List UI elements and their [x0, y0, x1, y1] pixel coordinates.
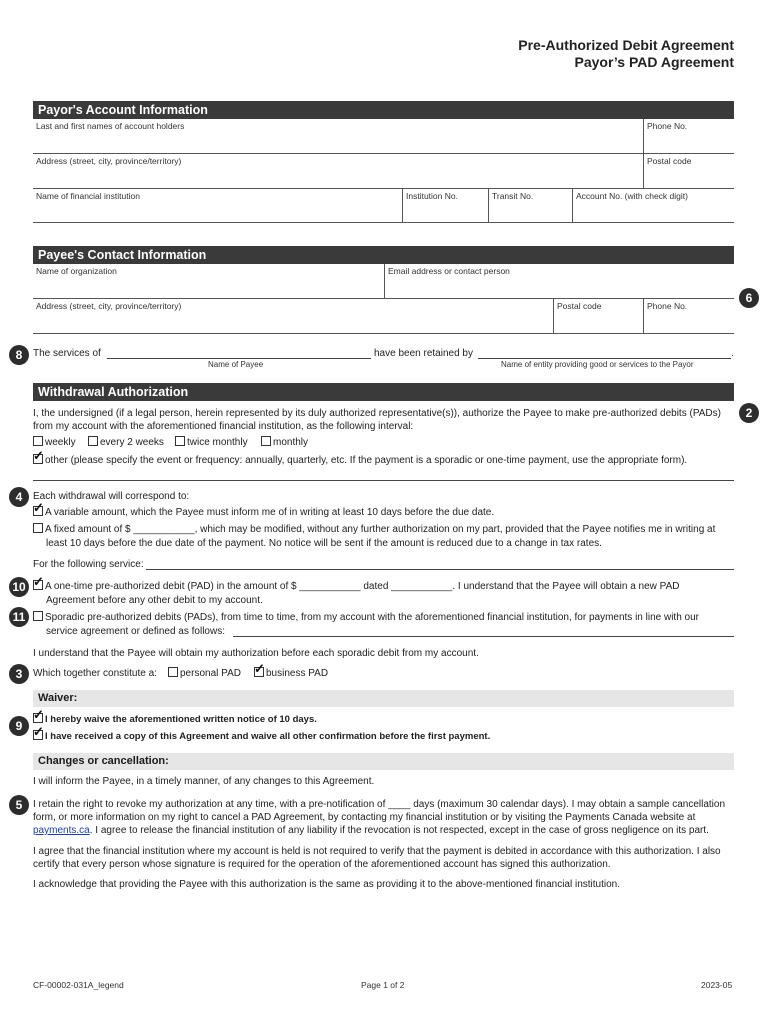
step-badge-4: 4	[9, 487, 29, 507]
payments-canada-link[interactable]: payments.ca	[33, 825, 90, 836]
services-prefix: The services of	[33, 348, 101, 359]
payor-section-header: Payor's Account Information	[33, 101, 734, 119]
payee-email-label: Email address or contact person	[388, 266, 510, 276]
account-holders-field[interactable]	[33, 119, 643, 154]
checkbox-checked[interactable]	[254, 667, 264, 677]
one-time-pad-continued: Agreement before any other debit to my account.	[46, 595, 263, 606]
waiver-header: Waiver:	[33, 690, 734, 707]
revoke-line-1: I retain the right to revoke my authorization at any time, with a pre-notification of ____ days (maximum 30 calendar days). I may obtain a sample cancellation	[33, 799, 726, 810]
interval-other[interactable]	[33, 454, 733, 467]
interval-other-label: other (please specify the event or frequency: annually, quarterly, etc. If the payment is a sporadic or one-time payment, use the appropriate form).	[45, 455, 688, 466]
transit-no-label: Transit No.	[492, 191, 534, 201]
revoke-line-2: form, or more information on my right to cancel a PAD Agreement, by contacting my financial institution or by visiting the Payments Canada website at	[33, 812, 696, 823]
entity-name-caption: Name of entity providing good or services to the Payor	[501, 360, 694, 369]
agree-line-2: certify that every person whose signature is required for the operation of the aforementioned account has signed this authorization.	[33, 859, 611, 870]
following-service-label: For the following service:	[33, 559, 144, 570]
payor-postal-field[interactable]	[643, 154, 734, 189]
revoke-line-3	[33, 824, 738, 837]
document-title	[518, 37, 734, 71]
entity-name-input-line[interactable]	[478, 358, 731, 359]
form-code: CF-00002-031A_legend	[33, 980, 124, 990]
payee-name-caption: Name of Payee	[208, 360, 264, 369]
transit-no-field[interactable]	[488, 189, 572, 223]
payor-postal-label: Postal code	[647, 156, 692, 166]
fixed-amount-label: A fixed amount of $ ___________, which may be modified, without any further authorization on my part, provided that the Payee notifies me in writing at	[45, 524, 716, 535]
step-badge-5: 5	[9, 795, 29, 815]
understand-text: I understand that the Payee will obtain my authorization before each sporadic debit from my account.	[33, 648, 479, 659]
payor-address-label: Address (street, city, province/territory)	[36, 156, 182, 166]
title-line-1: Pre-Authorized Debit Agreement	[518, 37, 734, 53]
page-number: Page 1 of 2	[361, 980, 405, 990]
checkbox[interactable]	[33, 611, 43, 621]
step-badge-10: 10	[9, 577, 29, 597]
withdrawal-section-header: Withdrawal Authorization	[33, 383, 734, 401]
step-badge-8: 8	[9, 345, 29, 365]
option-one-time-pad[interactable]	[33, 580, 738, 593]
following-service-line[interactable]	[146, 569, 734, 570]
interval-monthly[interactable]	[261, 436, 308, 449]
waiver-copy-option[interactable]	[33, 730, 490, 743]
sporadic-pad-continued: service agreement or defined as follows:	[46, 626, 225, 637]
institution-no-label: Institution No.	[406, 191, 458, 201]
payee-phone-label: Phone No.	[647, 301, 688, 311]
payee-name-input-line[interactable]	[107, 358, 371, 359]
option-fixed-amount[interactable]	[33, 523, 738, 536]
acknowledge-text: I acknowledge that providing the Payee with this authorization is the same as providing it to the above-mentioned financial institution.	[33, 879, 621, 890]
agree-line-1: I agree that the financial institution where my account is held is not required to verify that the payment is debited in accordance with this authorization. I also	[33, 846, 721, 857]
checkbox[interactable]	[168, 667, 178, 677]
checkbox-checked[interactable]	[33, 730, 43, 740]
institution-name-label: Name of financial institution	[36, 191, 140, 201]
interval-every-2-weeks[interactable]	[88, 436, 164, 449]
option-business-pad[interactable]	[254, 667, 328, 680]
payee-org-field[interactable]	[33, 264, 384, 299]
changes-header: Changes or cancellation:	[33, 753, 734, 770]
fixed-amount-continued: least 10 days before the due date of the payment. No notice will be sent if the amount is reduced due to a change in tax rates.	[46, 538, 602, 549]
step-badge-2: 2	[739, 403, 759, 423]
option-variable-amount[interactable]	[33, 506, 733, 519]
changes-inform-text: I will inform the Payee, in a timely manner, of any changes to this Agreement.	[33, 776, 375, 787]
correspond-text: Each withdrawal will correspond to:	[33, 491, 190, 502]
payor-address-field[interactable]	[33, 154, 643, 189]
account-no-field[interactable]	[572, 189, 734, 223]
payee-address-label: Address (street, city, province/territory)	[36, 301, 182, 311]
services-middle: have been retained by	[374, 348, 473, 359]
payor-phone-label: Phone No.	[647, 121, 688, 131]
interval-twice-monthly[interactable]	[175, 436, 248, 449]
form-date: 2023-05	[701, 980, 733, 990]
interval-label: weekly	[45, 437, 76, 448]
payee-phone-field[interactable]	[643, 299, 734, 334]
institution-no-field[interactable]	[402, 189, 488, 223]
payee-org-label: Name of organization	[36, 266, 117, 276]
waiver-notice-option[interactable]	[33, 713, 317, 726]
account-holders-label: Last and first names of account holders	[36, 121, 185, 131]
step-badge-3: 3	[9, 664, 29, 684]
title-line-2: Payor’s PAD Agreement	[574, 54, 734, 70]
option-personal-pad[interactable]	[168, 667, 241, 680]
account-no-label: Account No. (with check digit)	[576, 191, 688, 201]
payee-email-field[interactable]	[384, 264, 734, 299]
interval-label: every 2 weeks	[100, 437, 164, 448]
step-badge-9: 9	[9, 716, 29, 736]
checkbox[interactable]	[261, 436, 271, 446]
waiver-copy-label: I have received a copy of this Agreement and waive all other confirmation before the first payment.	[45, 731, 491, 742]
waiver-notice-label: I hereby waive the aforementioned written notice of 10 days.	[45, 714, 317, 725]
sporadic-define-line[interactable]	[233, 636, 734, 637]
checkbox[interactable]	[88, 436, 98, 446]
option-sporadic-pad[interactable]	[33, 611, 738, 624]
step-badge-6: 6	[739, 288, 759, 308]
business-pad-label: business PAD	[266, 668, 329, 679]
checkbox-checked[interactable]	[33, 580, 43, 590]
payee-address-field[interactable]	[33, 299, 553, 334]
payor-phone-field[interactable]	[643, 119, 734, 154]
other-specify-line[interactable]	[33, 480, 734, 481]
interval-label: monthly	[273, 437, 309, 448]
institution-name-field[interactable]	[33, 189, 402, 223]
checkbox-checked[interactable]	[33, 713, 43, 723]
sporadic-pad-label: Sporadic pre-authorized debits (PADs), from time to time, from my account with the aforementioned financial institution, for payments in line with our	[45, 612, 699, 623]
checkbox[interactable]	[33, 523, 43, 533]
checkbox[interactable]	[175, 436, 185, 446]
services-suffix: .	[731, 348, 734, 359]
personal-pad-label: personal PAD	[180, 668, 241, 679]
revoke-line-3-text: . I agree to release the financial institution of any liability if the revocation is not respected, except in the case of gross negligence on its part.	[89, 825, 709, 836]
checkbox-checked[interactable]	[33, 506, 43, 516]
checkbox[interactable]	[33, 436, 43, 446]
variable-amount-label: A variable amount, which the Payee must inform me of in writing at least 10 days before the due date.	[45, 507, 495, 518]
payee-postal-label: Postal code	[557, 301, 602, 311]
payee-section-header: Payee's Contact Information	[33, 246, 734, 264]
step-badge-11: 11	[9, 607, 29, 627]
one-time-pad-label: A one-time pre-authorized debit (PAD) in the amount of $ ___________ dated ___________. I understand that the Payee will obtain a new PAD	[45, 581, 680, 592]
constitute-text: Which together constitute a:	[33, 668, 157, 679]
payee-postal-field[interactable]	[553, 299, 643, 334]
checkbox-checked[interactable]	[33, 454, 43, 464]
interval-label: twice monthly	[187, 437, 248, 448]
withdrawal-intro: I, the undersigned (if a legal person, herein represented by its duly authorized representative(s)), authorize the Payee to make pre-authorized debits (PADs) from my account with the aforementioned financial institution, as the following interval:	[33, 408, 721, 432]
